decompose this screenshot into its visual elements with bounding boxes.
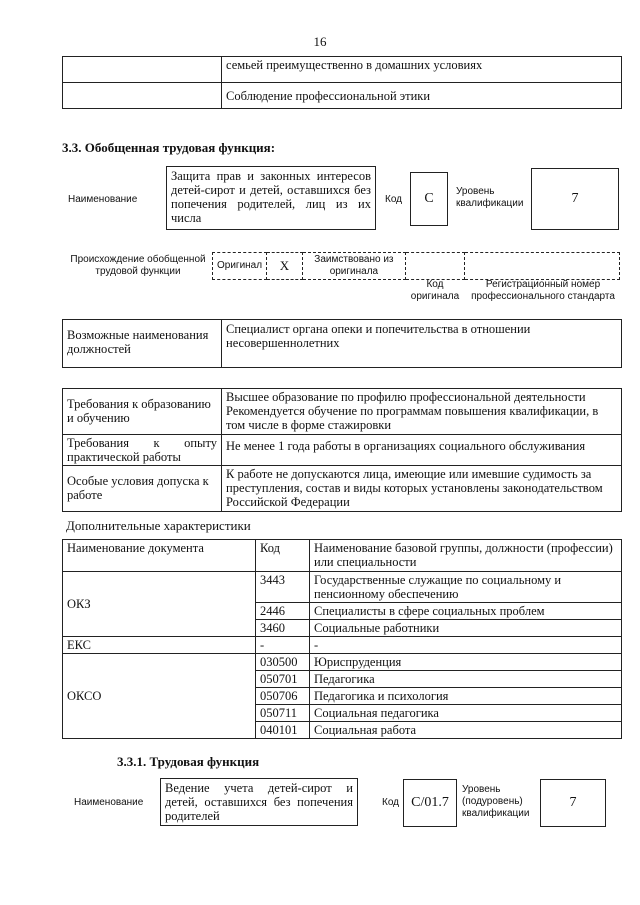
requirement-label: Особые условия допуска к работе <box>63 466 222 512</box>
header-code: Код <box>256 540 310 572</box>
row-name: Социальные работники <box>310 620 622 637</box>
doc-eks: ЕКС <box>63 637 256 654</box>
table-row <box>63 637 622 654</box>
level-value-box: 7 <box>531 168 619 230</box>
row-name: Государственные служащие по социальному и пенсионному обеспечению <box>310 572 622 603</box>
row-name: Педагогика <box>310 671 622 688</box>
function-name-box: Ведение учета детей-сирот и детей, оставшихся без попечения родителей <box>160 778 358 826</box>
positions-table <box>62 319 622 368</box>
positions-label: Возможные наименования должностей <box>63 320 222 368</box>
requirements-table <box>62 388 622 512</box>
row-name: Юриспруденция <box>310 654 622 671</box>
row-code: 040101 <box>256 722 310 739</box>
top-table <box>62 56 622 109</box>
code-label: Код <box>385 194 403 205</box>
origin-empty-cell <box>465 253 620 280</box>
original-mark: X <box>267 253 303 280</box>
origin-empty-cell <box>406 253 465 280</box>
level-label: Уровень (подуровень) квалификации <box>462 784 530 819</box>
code-value-box: C <box>410 172 448 226</box>
requirement-label: Требования к образованию и обучению <box>63 389 222 435</box>
row-code: 2446 <box>256 603 310 620</box>
positions-value: Специалист органа опеки и попечительства в отношении несовершеннолетних <box>222 320 622 368</box>
code-label: Код <box>382 797 400 808</box>
origin-label: Происхождение обобщенной трудовой функции <box>70 254 206 277</box>
requirement-label: Требования к опыту практической работы <box>63 435 222 466</box>
requirement-row <box>63 466 622 512</box>
level-label: Уровень квалификации <box>456 186 524 209</box>
row-code: 050711 <box>256 705 310 722</box>
requirement-value: К работе не допускаются лица, имеющие или имевшие судимость за преступления, состав и виды которых установлены законодательством Российской Федерации <box>222 466 622 512</box>
row-name: Социальная педагогика <box>310 705 622 722</box>
subsection-heading: 3.3.1. Трудовая функция <box>117 754 260 769</box>
name-label: Наименование <box>74 797 144 808</box>
code-original-label: Код оригинала <box>410 279 460 302</box>
requirement-row <box>63 389 622 435</box>
header-name: Наименование базовой группы, должности (профессии) или специальности <box>310 540 622 572</box>
requirement-row <box>63 435 622 466</box>
requirement-value: Высшее образование по профилю профессиональной деятельности Рекомендуется обучение по программам повышения квалификации, в том числе в форме стажировки <box>222 389 622 435</box>
top-table-row2: Соблюдение профессиональной этики <box>222 83 622 109</box>
name-label: Наименование <box>68 194 138 205</box>
reg-number-label: Регистрационный номер профессионального стандарта <box>471 279 615 302</box>
row-code: 050701 <box>256 671 310 688</box>
row-code: 030500 <box>256 654 310 671</box>
characteristics-table <box>62 539 622 739</box>
table-row <box>63 654 622 671</box>
doc-okso: ОКСО <box>63 654 256 739</box>
origin-table <box>212 252 620 280</box>
header-doc: Наименование документа <box>63 540 256 572</box>
additional-title: Дополнительные характеристики <box>66 518 251 533</box>
doc-okz: ОКЗ <box>63 572 256 637</box>
table-row <box>63 572 622 603</box>
top-table-row1: семьей преимущественно в домашних условиях <box>222 57 622 83</box>
row-name: - <box>310 637 622 654</box>
requirement-value: Не менее 1 года работы в организациях социального обслуживания <box>222 435 622 466</box>
characteristics-header <box>63 540 622 572</box>
row-name: Специалисты в сфере социальных проблем <box>310 603 622 620</box>
row-code: 3460 <box>256 620 310 637</box>
row-code: 050706 <box>256 688 310 705</box>
section-heading: 3.3. Обобщенная трудовая функция: <box>62 140 276 155</box>
row-name: Социальная работа <box>310 722 622 739</box>
top-table-empty-cell <box>63 57 222 83</box>
top-table-empty-cell <box>63 83 222 109</box>
page-number: 16 <box>313 34 327 49</box>
code-value-box: C/01.7 <box>403 779 457 827</box>
original-label: Оригинал <box>213 253 267 280</box>
row-code: 3443 <box>256 572 310 603</box>
borrowed-label: Заимствовано из оригинала <box>302 253 405 280</box>
row-code: - <box>256 637 310 654</box>
level-value-box: 7 <box>540 779 606 827</box>
row-name: Педагогика и психология <box>310 688 622 705</box>
function-name-box: Защита прав и законных интересов детей-сирот и детей, оставшихся без попечения родителей, лиц из их числа <box>166 166 376 230</box>
